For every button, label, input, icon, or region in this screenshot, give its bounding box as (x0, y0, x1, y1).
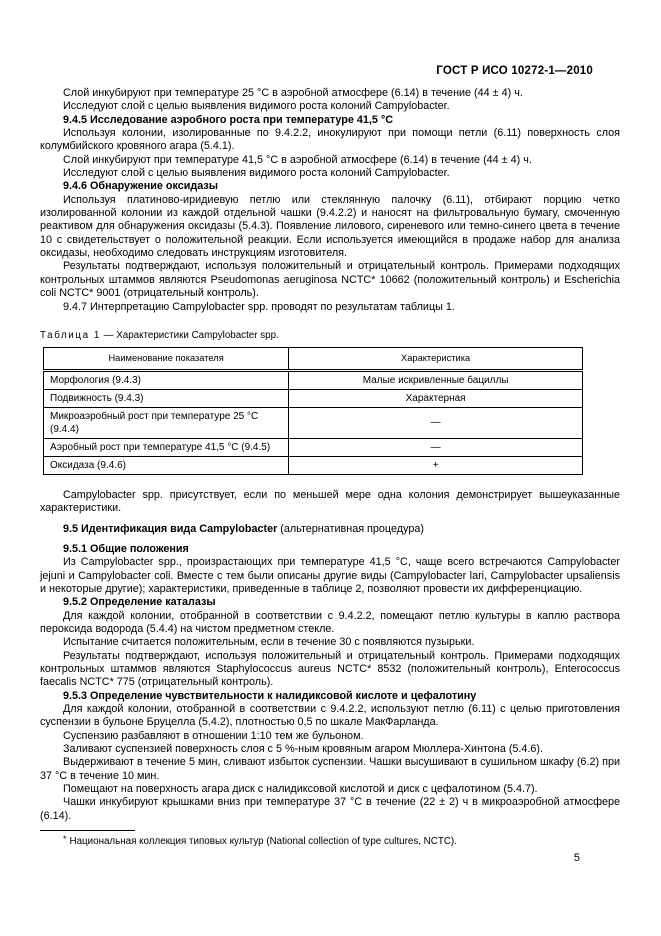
heading-9-5-bold-part: 9.5 Идентификация вида Campylobacter (63, 522, 278, 535)
table-1-column-indicator: Наименование показателя (44, 347, 289, 370)
table-row-microaerobic-growth-25 (44, 407, 583, 438)
page-content (40, 0, 620, 865)
paragraph-catalase-positive: Испытание считается положительным, если в течение 30 с появляются пузырьки. (63, 636, 475, 649)
heading-9-4-5: 9.4.5 Исследование аэробного роста при температуре 41,5 °С (63, 113, 394, 126)
paragraph-catalase-controls: Результаты подтверждают, используя положительный и отрицательный контроль. Примерами подходящих контрольных штаммов являются Staphylococcus aureus NCTC* 8532 (положительный контроль), Enterococcus faecalis NCTC* 775 (отрицательный контроль). (40, 649, 620, 689)
heading-9-5-1: 9.5.1 Общие положения (63, 542, 189, 555)
row-characteristic: — (289, 407, 583, 438)
paragraph-oxidase-procedure: Используя платиново-иридиевую петлю или стеклянную палочку (6.11), отбирают порцию четко изолированной колонии из каждой отдельной чашки (9.4.2.2) и наносят на фильтровальную бумагу, смоченную реактивом для обнаружения оксидазы (5.4.3). Появление лилового, сиреневого или темно-синего цвета в течение 10 с свидетельствует о положительной реакции. Если используется имеющийся в продаже набор для анализа оксидазы, необходимо следовать инструкциям изготовителя. (40, 193, 620, 260)
footnote (40, 833, 620, 848)
footnote-marker: * (63, 834, 67, 845)
footnote-divider (40, 830, 135, 831)
table-1-header-row (44, 347, 583, 370)
row-characteristic: Малые искривленные бациллы (289, 370, 583, 389)
paragraph-examine-growth-2: Исследуют слой с целью выявления видимого роста колоний Campylobacter. (63, 167, 450, 180)
row-indicator: Морфология (9.4.3) (44, 370, 289, 389)
heading-9-4-6: 9.4.6 Обнаружение оксидазы (63, 180, 218, 193)
paragraph-9-4-7-interpretation: 9.4.7 Интерпретацию Campylobacter spp. проводят по результатам таблицы 1. (63, 300, 455, 313)
paragraph-agar-flooding: Заливают суспензией поверхность слоя с 5 %-ным кровяным агаром Мюллера-Хинтона (5.4.6). (63, 743, 544, 756)
table-1-caption-separator: — (103, 329, 114, 341)
row-characteristic: + (289, 456, 583, 474)
paragraph-plates-incubation: Чашки инкубируют крышками вниз при температуре 37 °С в течение (22 ± 2) ч в микроаэробной атмосфере (6.14). (40, 796, 620, 822)
table-row-oxidase (44, 456, 583, 474)
row-indicator: Аэробный рост при температуре 41,5 °С (9.4.5) (44, 438, 289, 456)
paragraph-presence-conclusion: Campylobacter spp. присутствует, если по меньшей мере одна колония демонстрирует вышеуказанные характеристики. (40, 488, 620, 515)
row-indicator: Подвижность (9.4.3) (44, 389, 289, 407)
heading-9-5 (40, 523, 620, 536)
table-1-caption-label: Таблица 1 (40, 329, 101, 341)
row-characteristic: Характерная (289, 389, 583, 407)
paragraph-oxidase-controls: Результаты подтверждают, используя положительный и отрицательный контроль. Примерами подходящих контрольных штаммов являются Pseudomonas aeruginosa NCTC* 10662 (положительный контроль) и Escherichia coli NCTC* 9001 (отрицательный контроль). (40, 260, 620, 300)
table-row-morphology (44, 370, 583, 389)
table-1-column-characteristic: Характеристика (289, 347, 583, 370)
heading-9-5-3: 9.5.3 Определение чувствительности к налидиксовой кислоте и цефалотину (63, 689, 477, 702)
paragraph-general-species: Из Campylobacter spp., произрастающих при температуре 41,5 °С, чаще всего встречаются Campylobacter jejuni и Campylobacter coli. Вместе с тем были описаны другие виды (Campylobacter lari, Campylobacter upsaliensis и некоторые другие); характеристики, приведенные в таблице 2, позволяют провести их дифференциацию. (40, 556, 620, 595)
running-header-title: ГОСТ Р ИСО 10272-1—2010 (436, 65, 593, 77)
table-row-aerobic-growth-41-5 (44, 438, 583, 456)
heading-9-5-normal-part: (альтернативная процедура) (277, 522, 424, 535)
page-number: 5 (573, 852, 580, 865)
paragraph-suspension-preparation: Для каждой колонии, отобранной в соответствии с 9.4.2.2, используют петлю (6.11) с целью приготовления суспензии в бульоне Бруцелла (5.4.2), плотностью 0,5 по шкале МакФарланда. (40, 703, 620, 729)
paragraph-colonies-inoculate: Используя колонии, изолированные по 9.4.2.2, инокулируют при помощи петли (6.11) поверхность слоя колумбийского кровяного агара (5.4.1). (40, 127, 620, 153)
paragraph-drying: Выдерживают в течение 5 мин, сливают избыток суспензии. Чашки высушивают в сушильном шкафу (6.2) при 37 °С в течение 10 мин. (40, 756, 620, 782)
table-1-caption (40, 330, 620, 342)
heading-9-5-2: 9.5.2 Определение каталазы (63, 596, 216, 609)
paragraph-catalase-procedure: Для каждой колонии, отобранной в соответствии с 9.4.2.2, помещают петлю культуры в каплю раствора пероксида водорода (5.4.4) на чистом предметном стекле. (40, 609, 620, 635)
table-1-campylobacter-characteristics (43, 347, 583, 475)
table-row-motility (44, 389, 583, 407)
paragraph-examine-growth-1: Исследуют слой с целью выявления видимого роста колоний Campylobacter. (63, 100, 450, 113)
paragraph-incubate-25: Слой инкубируют при температуре 25 °С в аэробной атмосфере (6.14) в течение (44 ± 4) ч. (63, 87, 523, 99)
paragraph-suspension-dilution: Суспензию разбавляют в отношении 1:10 тем же бульоном. (63, 729, 364, 742)
paragraph-incubate-41-5: Слой инкубируют при температуре 41,5 °С в аэробной атмосфере (6.14) в течение (44 ± 4) ч. (63, 153, 532, 166)
table-1-caption-title: Характеристики Campylobacter spp. (116, 329, 279, 341)
footnote-text: Национальная коллекция типовых культур (National collection of type cultures, NCTC). (69, 836, 457, 848)
paragraph-discs-placement: Помещают на поверхность агара диск с налидиксовой кислотой и диск с цефалотином (5.4.7). (63, 783, 538, 796)
row-indicator: Микроаэробный рост при температуре 25 °С (9.4.4) (44, 407, 289, 438)
row-characteristic: — (289, 438, 583, 456)
row-indicator: Оксидаза (9.4.6) (44, 456, 289, 474)
